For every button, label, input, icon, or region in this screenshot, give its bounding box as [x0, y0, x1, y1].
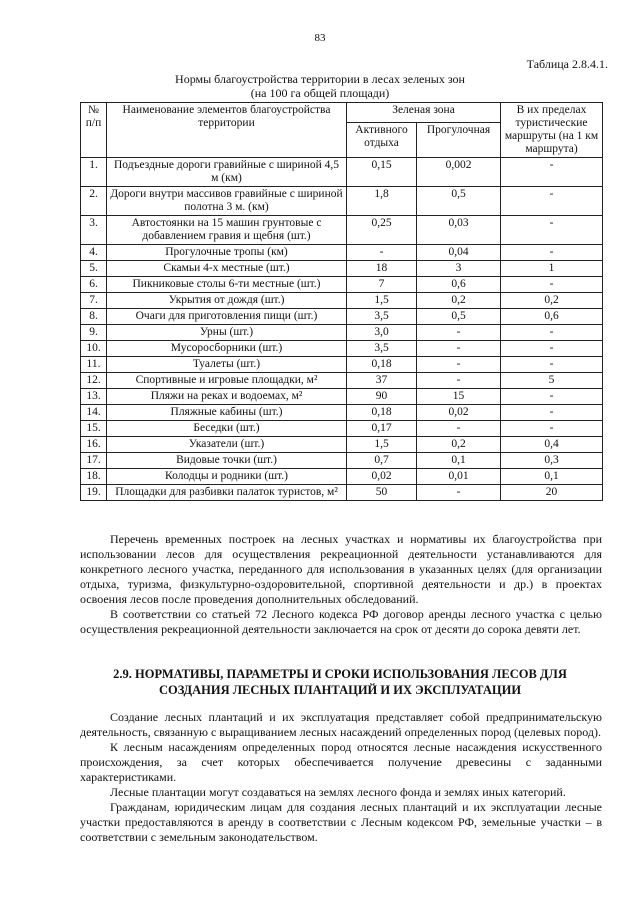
row-tourist: - — [501, 405, 603, 421]
row-active: 0,7 — [347, 453, 417, 469]
table-row — [81, 421, 603, 437]
row-num: 2. — [81, 187, 107, 216]
row-tourist: 20 — [501, 485, 603, 501]
row-num: 12. — [81, 373, 107, 389]
row-name: Пляжи на реках и водоемах, м² — [107, 389, 347, 405]
row-name: Колодцы и родники (шт.) — [107, 469, 347, 485]
row-tourist: - — [501, 421, 603, 437]
row-walking: - — [417, 341, 501, 357]
paragraphs-before — [80, 532, 602, 637]
paragraph: Перечень временных построек на лесных участках и нормативы их благоустройства при использовании лесов для осуществления рекреационной деятельности устанавливаются для конкретного лесного участка, переданного для использования в указанных целях (для организации отдыха, туризма, физкультурно-оздоровительной, спортивной деятельности и др.) в проектах освоения лесов после проведения дополнительных обследований. — [80, 532, 602, 606]
table-row — [81, 437, 603, 453]
row-active: 18 — [347, 261, 417, 277]
page-number: 83 — [314, 32, 326, 44]
row-num: 11. — [81, 357, 107, 373]
row-num: 15. — [81, 421, 107, 437]
row-num: 1. — [81, 158, 107, 187]
row-num: 3. — [81, 216, 107, 245]
row-walking: 0,1 — [417, 453, 501, 469]
table-row — [81, 453, 603, 469]
row-walking: 15 — [417, 389, 501, 405]
section-title: 2.9. НОРМАТИВЫ, ПАРАМЕТРЫ И СРОКИ ИСПОЛЬЗОВАНИЯ ЛЕСОВ ДЛЯ СОЗДАНИЯ ЛЕСНЫХ ПЛАНТАЦИЙ И ИХ ЭКСПЛУАТАЦИИ — [113, 667, 567, 697]
row-name: Указатели (шт.) — [107, 437, 347, 453]
row-walking: 0,04 — [417, 245, 501, 261]
row-tourist: 0,3 — [501, 453, 603, 469]
row-walking: 0,01 — [417, 469, 501, 485]
row-walking: 0,5 — [417, 309, 501, 325]
row-name: Беседки (шт.) — [107, 421, 347, 437]
paragraph: В соответствии со статьей 72 Лесного кодекса РФ договор аренды лесного участка с целью осуществления рекреационной деятельности заключается на срок от десяти до сорока девяти лет. — [80, 607, 602, 636]
header-num: № п/п — [81, 103, 107, 158]
table-row — [81, 293, 603, 309]
row-active: 1,8 — [347, 187, 417, 216]
table-row — [81, 187, 603, 216]
row-num: 19. — [81, 485, 107, 501]
row-walking: - — [417, 357, 501, 373]
table-title — [80, 72, 560, 100]
table-title-line-1: Нормы благоустройства территории в лесах зеленых зон — [175, 72, 465, 86]
row-name: Прогулочные тропы (км) — [107, 245, 347, 261]
table-row — [81, 277, 603, 293]
row-name: Дороги внутри массивов гравийные с шириной полотна 3 м. (км) — [107, 187, 347, 216]
paragraph: К лесным насаждениям определенных пород относятся лесные насаждения искусственного происхождения, за счет которых обеспечивается получение древесины с заданными характеристиками. — [80, 740, 602, 784]
row-active: 0,18 — [347, 405, 417, 421]
table-row — [81, 389, 603, 405]
row-active: 1,5 — [347, 437, 417, 453]
row-walking: 0,5 — [417, 187, 501, 216]
row-tourist: 0,1 — [501, 469, 603, 485]
row-walking: 0,2 — [417, 293, 501, 309]
table-row — [81, 357, 603, 373]
row-tourist: 0,4 — [501, 437, 603, 453]
row-tourist: - — [501, 325, 603, 341]
row-name: Мусоросборники (шт.) — [107, 341, 347, 357]
row-walking: 3 — [417, 261, 501, 277]
row-name: Укрытия от дождя (шт.) — [107, 293, 347, 309]
row-name: Автостоянки на 15 машин грунтовые с добавлением гравия и щебня (шт.) — [107, 216, 347, 245]
row-active: 3,0 — [347, 325, 417, 341]
table-row — [81, 341, 603, 357]
row-tourist: 0,2 — [501, 293, 603, 309]
row-tourist: - — [501, 216, 603, 245]
row-walking: - — [417, 421, 501, 437]
row-walking: 0,03 — [417, 216, 501, 245]
row-num: 7. — [81, 293, 107, 309]
row-num: 9. — [81, 325, 107, 341]
row-num: 4. — [81, 245, 107, 261]
row-name: Площадки для разбивки палаток туристов, м² — [107, 485, 347, 501]
norms-table — [80, 102, 603, 501]
row-tourist: - — [501, 389, 603, 405]
header-walking: Прогулочная — [417, 122, 501, 157]
row-active: 0,02 — [347, 469, 417, 485]
paragraph: Гражданам, юридическим лицам для создания лесных плантаций и их эксплуатации лесные участки предоставляются в аренду в соответствии с Лесным кодексом РФ, земельные участки – в соответствии с земельным законодательством. — [80, 800, 602, 844]
row-active: - — [347, 245, 417, 261]
row-name: Пляжные кабины (шт.) — [107, 405, 347, 421]
row-name: Очаги для приготовления пищи (шт.) — [107, 309, 347, 325]
table-title-line-2: (на 100 га общей площади) — [250, 86, 390, 100]
row-tourist: 1 — [501, 261, 603, 277]
row-name: Урны (шт.) — [107, 325, 347, 341]
row-walking: 0,2 — [417, 437, 501, 453]
paragraph: Лесные плантации могут создаваться на землях лесного фонда и землях иных категорий. — [110, 785, 566, 799]
row-num: 6. — [81, 277, 107, 293]
row-tourist: 5 — [501, 373, 603, 389]
row-walking: - — [417, 325, 501, 341]
row-name: Скамьи 4-х местные (шт.) — [107, 261, 347, 277]
row-active: 0,25 — [347, 216, 417, 245]
row-active: 37 — [347, 373, 417, 389]
table-row — [81, 405, 603, 421]
row-num: 16. — [81, 437, 107, 453]
row-active: 0,17 — [347, 421, 417, 437]
row-num: 13. — [81, 389, 107, 405]
row-active: 3,5 — [347, 341, 417, 357]
row-walking: - — [417, 373, 501, 389]
row-num: 17. — [81, 453, 107, 469]
header-tourist: В их пределах туристические маршруты (на 1 км маршрута) — [501, 103, 603, 158]
row-tourist: - — [501, 245, 603, 261]
header-name: Наименование элементов благоустройства территории — [107, 103, 347, 158]
table-row — [81, 309, 603, 325]
row-tourist: - — [501, 187, 603, 216]
row-tourist: 0,6 — [501, 309, 603, 325]
row-num: 18. — [81, 469, 107, 485]
row-active: 7 — [347, 277, 417, 293]
row-walking: - — [417, 485, 501, 501]
row-active: 0,18 — [347, 357, 417, 373]
table-reference: Таблица 2.8.4.1. — [526, 57, 608, 71]
paragraph: Создание лесных плантаций и их эксплуатация представляет собой предпринимательскую деятельность, связанную с выращиванием лесных насаждений определенных пород (целевых пород). — [80, 710, 602, 739]
row-active: 50 — [347, 485, 417, 501]
row-active: 1,5 — [347, 293, 417, 309]
row-name: Пикниковые столы 6-ти местные (шт.) — [107, 277, 347, 293]
row-name: Подъездные дороги гравийные с шириной 4,5 м (км) — [107, 158, 347, 187]
table-row — [81, 325, 603, 341]
row-tourist: - — [501, 158, 603, 187]
table-row — [81, 469, 603, 485]
table-row — [81, 373, 603, 389]
row-num: 14. — [81, 405, 107, 421]
row-walking: 0,6 — [417, 277, 501, 293]
header-green-zone: Зеленая зона — [347, 103, 501, 123]
row-tourist: - — [501, 341, 603, 357]
row-name: Туалеты (шт.) — [107, 357, 347, 373]
paragraphs-after — [80, 710, 602, 845]
row-num: 10. — [81, 341, 107, 357]
row-num: 8. — [81, 309, 107, 325]
row-active: 3,5 — [347, 309, 417, 325]
row-name: Видовые точки (шт.) — [107, 453, 347, 469]
table-row — [81, 216, 603, 245]
row-tourist: - — [501, 277, 603, 293]
row-name: Спортивные и игровые площадки, м² — [107, 373, 347, 389]
table-row — [81, 261, 603, 277]
table-row — [81, 158, 603, 187]
row-num: 5. — [81, 261, 107, 277]
row-walking: 0,02 — [417, 405, 501, 421]
row-active: 90 — [347, 389, 417, 405]
header-active: Активного отдыха — [347, 122, 417, 157]
row-active: 0,15 — [347, 158, 417, 187]
table-row — [81, 245, 603, 261]
row-walking: 0,002 — [417, 158, 501, 187]
table-row — [81, 485, 603, 501]
row-tourist: - — [501, 357, 603, 373]
